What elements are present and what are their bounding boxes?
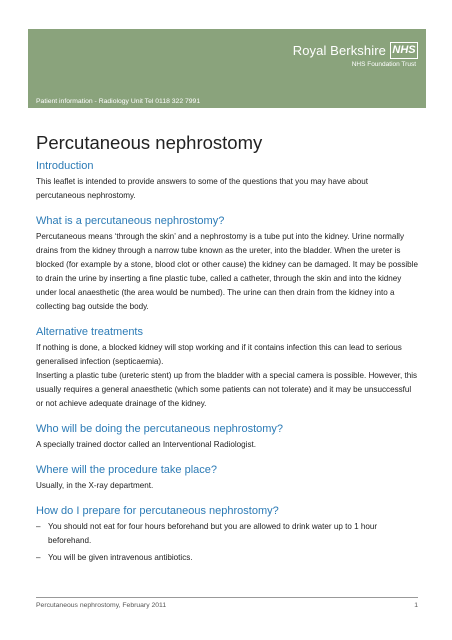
- section-alternatives: [36, 326, 418, 411]
- section-paragraph: If nothing is done, a blocked kidney will stop working and if it contains infection this can lead to serious generalised infection (septicaemia).: [36, 343, 402, 366]
- section-prepare: [36, 505, 418, 565]
- trust-logo: [293, 42, 418, 68]
- list-item: – You will be given intravenous antibiotics.: [36, 551, 418, 565]
- section-paragraph: Usually, in the X-ray department.: [36, 481, 154, 490]
- section-paragraph: A specially trained doctor called an Interventional Radiologist.: [36, 440, 257, 449]
- section-heading: Where will the procedure take place?: [36, 464, 217, 476]
- bullet-dash: –: [36, 553, 41, 562]
- footer-divider: [36, 597, 418, 598]
- section-heading: What is a percutaneous nephrostomy?: [36, 215, 225, 227]
- section-heading: How do I prepare for percutaneous nephrostomy?: [36, 505, 279, 517]
- section-paragraph: Percutaneous means ‘through the skin’ and a nephrostomy is a tube put into the kidney. Urine normally drains from the kidney through a narrow tube known as the ureter, into the bladder. When the ureter is blocked (for example by a stone, blood clot or other cause) the kidney can be damaged. It may be possible to drain the urine by inserting a fine plastic tube, called a catheter, through the skin and into the kidney under local anaesthetic (the area would be numbed). The urine can then drain from the kidney into a collecting bag outside the body.: [36, 232, 418, 311]
- section-heading: Who will be doing the percutaneous nephrostomy?: [36, 423, 284, 435]
- section-paragraph: Inserting a plastic tube (ureteric stent) up from the bladder with a special camera is possible. However, this usually requires a general anaesthetic (which some patients can not tolerate) and it may be unsuccessful or not achieve adequate drainage of the kidney.: [36, 371, 418, 408]
- page-title: Percutaneous nephrostomy: [36, 132, 263, 153]
- section-paragraph: This leaflet is intended to provide answers to some of the questions that you may have about percutaneous nephrostomy.: [36, 177, 369, 200]
- department-contact: Patient information - Radiology Unit Tel 0118 322 7991: [36, 98, 201, 105]
- footer-document-title: Percutaneous nephrostomy, February 2011: [36, 602, 167, 609]
- trust-subtitle: NHS Foundation Trust: [351, 61, 416, 68]
- section-introduction: [36, 160, 418, 203]
- section-what-is: [36, 215, 418, 314]
- nhs-logo: NHS: [390, 42, 418, 59]
- page-number: 1: [414, 602, 418, 609]
- section-who: [36, 423, 418, 452]
- trust-name: Royal Berkshire: [292, 43, 386, 58]
- leaflet-content: [36, 132, 418, 577]
- section-heading: Alternative treatments: [36, 326, 143, 338]
- header-banner: [28, 29, 426, 108]
- section-heading: Introduction: [36, 160, 94, 172]
- section-where: [36, 464, 418, 493]
- list-item: – You should not eat for four hours beforehand but you are allowed to drink water up to 1 hour beforehand.: [36, 522, 378, 545]
- bullet-dash: –: [36, 522, 41, 531]
- preparation-list: [36, 520, 418, 565]
